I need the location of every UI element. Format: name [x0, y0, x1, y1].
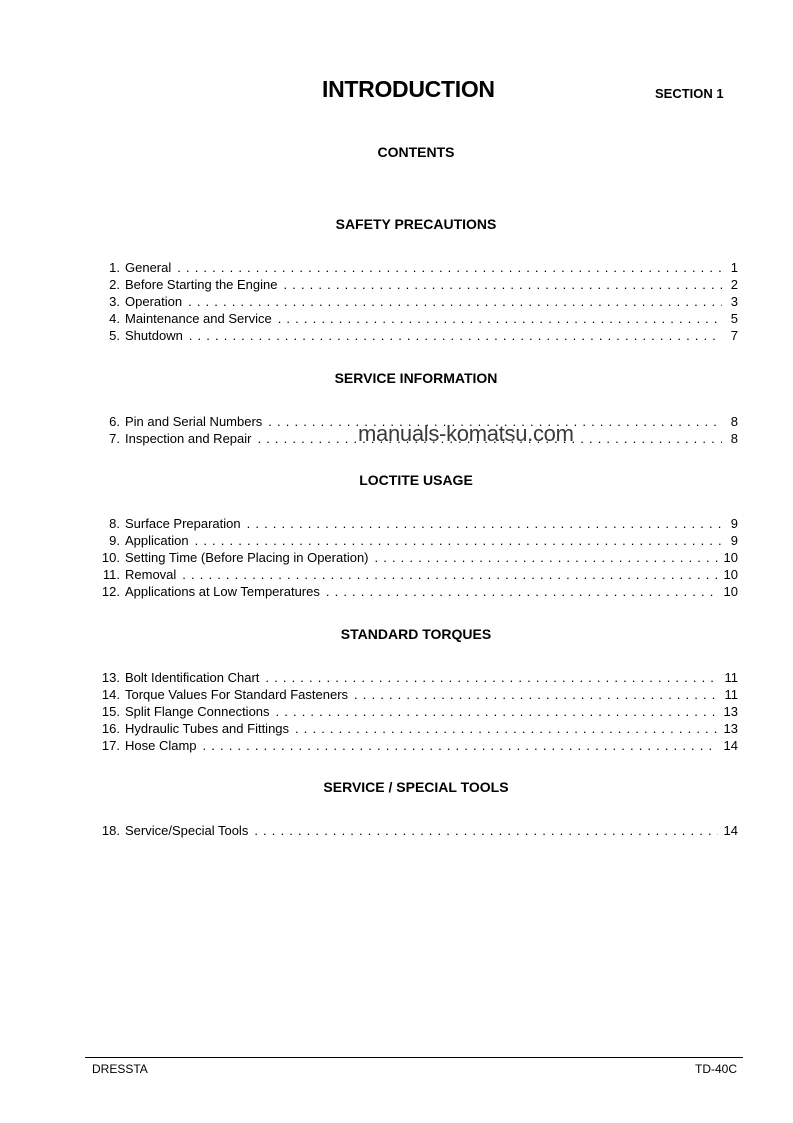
toc-page: 3 [730, 294, 738, 309]
toc-number: 3. [109, 294, 120, 309]
toc-label: Inspection and Repair [125, 431, 252, 446]
toc-number: 7. [109, 431, 120, 446]
group-heading-loctite-usage: LOCTITE USAGE [359, 472, 473, 488]
toc-number: 15. [101, 704, 120, 719]
dot-leader [177, 259, 722, 276]
toc-entry[interactable] [90, 327, 738, 344]
toc-label: Before Starting the Engine [125, 277, 278, 292]
toc-page: 10 [723, 584, 738, 599]
group-heading-service-special-tools: SERVICE / SPECIAL TOOLS [323, 779, 509, 795]
toc-number: 14. [101, 687, 120, 702]
toc-list-loctite-usage [90, 515, 738, 600]
dot-leader [189, 327, 722, 344]
dot-leader [195, 532, 722, 549]
toc-page: 1 [730, 260, 738, 275]
dot-leader [203, 737, 718, 754]
toc-page: 11 [724, 670, 738, 685]
toc-label: Pin and Serial Numbers [125, 414, 263, 429]
dot-leader [354, 686, 718, 703]
dot-leader [265, 669, 718, 686]
dot-leader [182, 566, 717, 583]
group-heading-safety-precautions: SAFETY PRECAUTIONS [335, 216, 497, 232]
toc-page: 10 [723, 567, 738, 582]
toc-page: 9 [730, 516, 738, 531]
footer-publisher: DRESSTA [92, 1062, 148, 1076]
dot-leader [375, 549, 718, 566]
toc-number: 8. [109, 516, 120, 531]
contents-heading: CONTENTS [377, 144, 455, 160]
toc-entry[interactable] [90, 310, 738, 327]
toc-page: 13 [723, 721, 738, 736]
toc-label: Service/Special Tools [125, 823, 249, 838]
toc-entry[interactable] [90, 515, 738, 532]
dot-leader [278, 310, 722, 327]
toc-label: Bolt Identification Chart [125, 670, 260, 685]
dot-leader [284, 276, 723, 293]
toc-number: 16. [101, 721, 120, 736]
toc-entry[interactable] [90, 276, 738, 293]
page-title: INTRODUCTION [322, 76, 495, 102]
toc-page: 9 [730, 533, 738, 548]
toc-label: Torque Values For Standard Fasteners [125, 687, 349, 702]
footer-model: TD-40C [694, 1062, 737, 1076]
toc-entry[interactable] [90, 703, 738, 720]
toc-page: 11 [724, 687, 738, 702]
dot-leader [254, 822, 717, 839]
dot-leader [276, 703, 718, 720]
toc-label: Application [125, 533, 189, 548]
dot-leader [326, 583, 718, 600]
watermark: manuals-komatsu.com [358, 421, 574, 446]
toc-entry[interactable] [90, 293, 738, 310]
toc-number: 10. [101, 550, 120, 565]
toc-label: Hydraulic Tubes and Fittings [125, 721, 290, 736]
dot-leader [188, 293, 722, 310]
toc-list-standard-torques [90, 669, 738, 754]
toc-page: 10 [723, 550, 738, 565]
toc-number: 13. [101, 670, 120, 685]
toc-number: 4. [109, 311, 120, 326]
group-heading-standard-torques: STANDARD TORQUES [340, 626, 492, 642]
toc-entry[interactable] [90, 720, 738, 737]
toc-page: 14 [723, 823, 738, 838]
group-heading-service-information: SERVICE INFORMATION [334, 370, 498, 386]
toc-page: 8 [730, 414, 738, 429]
toc-entry[interactable] [90, 737, 738, 754]
toc-page: 14 [723, 738, 738, 753]
toc-page: 2 [730, 277, 738, 292]
toc-entry[interactable] [90, 669, 738, 686]
footer-rule [85, 1057, 743, 1058]
toc-entry[interactable] [90, 259, 738, 276]
toc-label: Shutdown [125, 328, 183, 343]
toc-label: Applications at Low Temperatures [125, 584, 320, 599]
toc-number: 5. [109, 328, 120, 343]
toc-entry[interactable] [90, 822, 738, 839]
toc-number: 12. [101, 584, 120, 599]
toc-entry[interactable] [90, 686, 738, 703]
toc-entry[interactable] [90, 549, 738, 566]
dot-leader [247, 515, 722, 532]
toc-number: 17. [101, 738, 120, 753]
dot-leader [295, 720, 718, 737]
toc-label: Operation [125, 294, 183, 309]
toc-label: Split Flange Connections [125, 704, 270, 719]
toc-page: 13 [723, 704, 738, 719]
toc-page: 8 [730, 431, 738, 446]
toc-number: 18. [101, 823, 120, 838]
toc-page: 5 [730, 311, 738, 326]
toc-label: Setting Time (Before Placing in Operation) [125, 550, 369, 565]
toc-entry[interactable] [90, 532, 738, 549]
toc-label: Maintenance and Service [125, 311, 272, 326]
toc-number: 11. [102, 567, 120, 582]
toc-number: 2. [109, 277, 120, 292]
toc-number: 9. [109, 533, 120, 548]
toc-label: Hose Clamp [125, 738, 197, 753]
section-label: SECTION 1 [655, 86, 724, 101]
toc-number: 1. [109, 260, 120, 275]
toc-list-service-special-tools [90, 822, 738, 839]
toc-label: Removal [125, 567, 177, 582]
toc-list-safety-precautions [90, 259, 738, 344]
toc-label: Surface Preparation [125, 516, 241, 531]
toc-entry[interactable] [90, 566, 738, 583]
toc-label: General [125, 260, 172, 275]
toc-page: 7 [730, 328, 738, 343]
toc-number: 6. [109, 414, 120, 429]
toc-entry[interactable] [90, 583, 738, 600]
